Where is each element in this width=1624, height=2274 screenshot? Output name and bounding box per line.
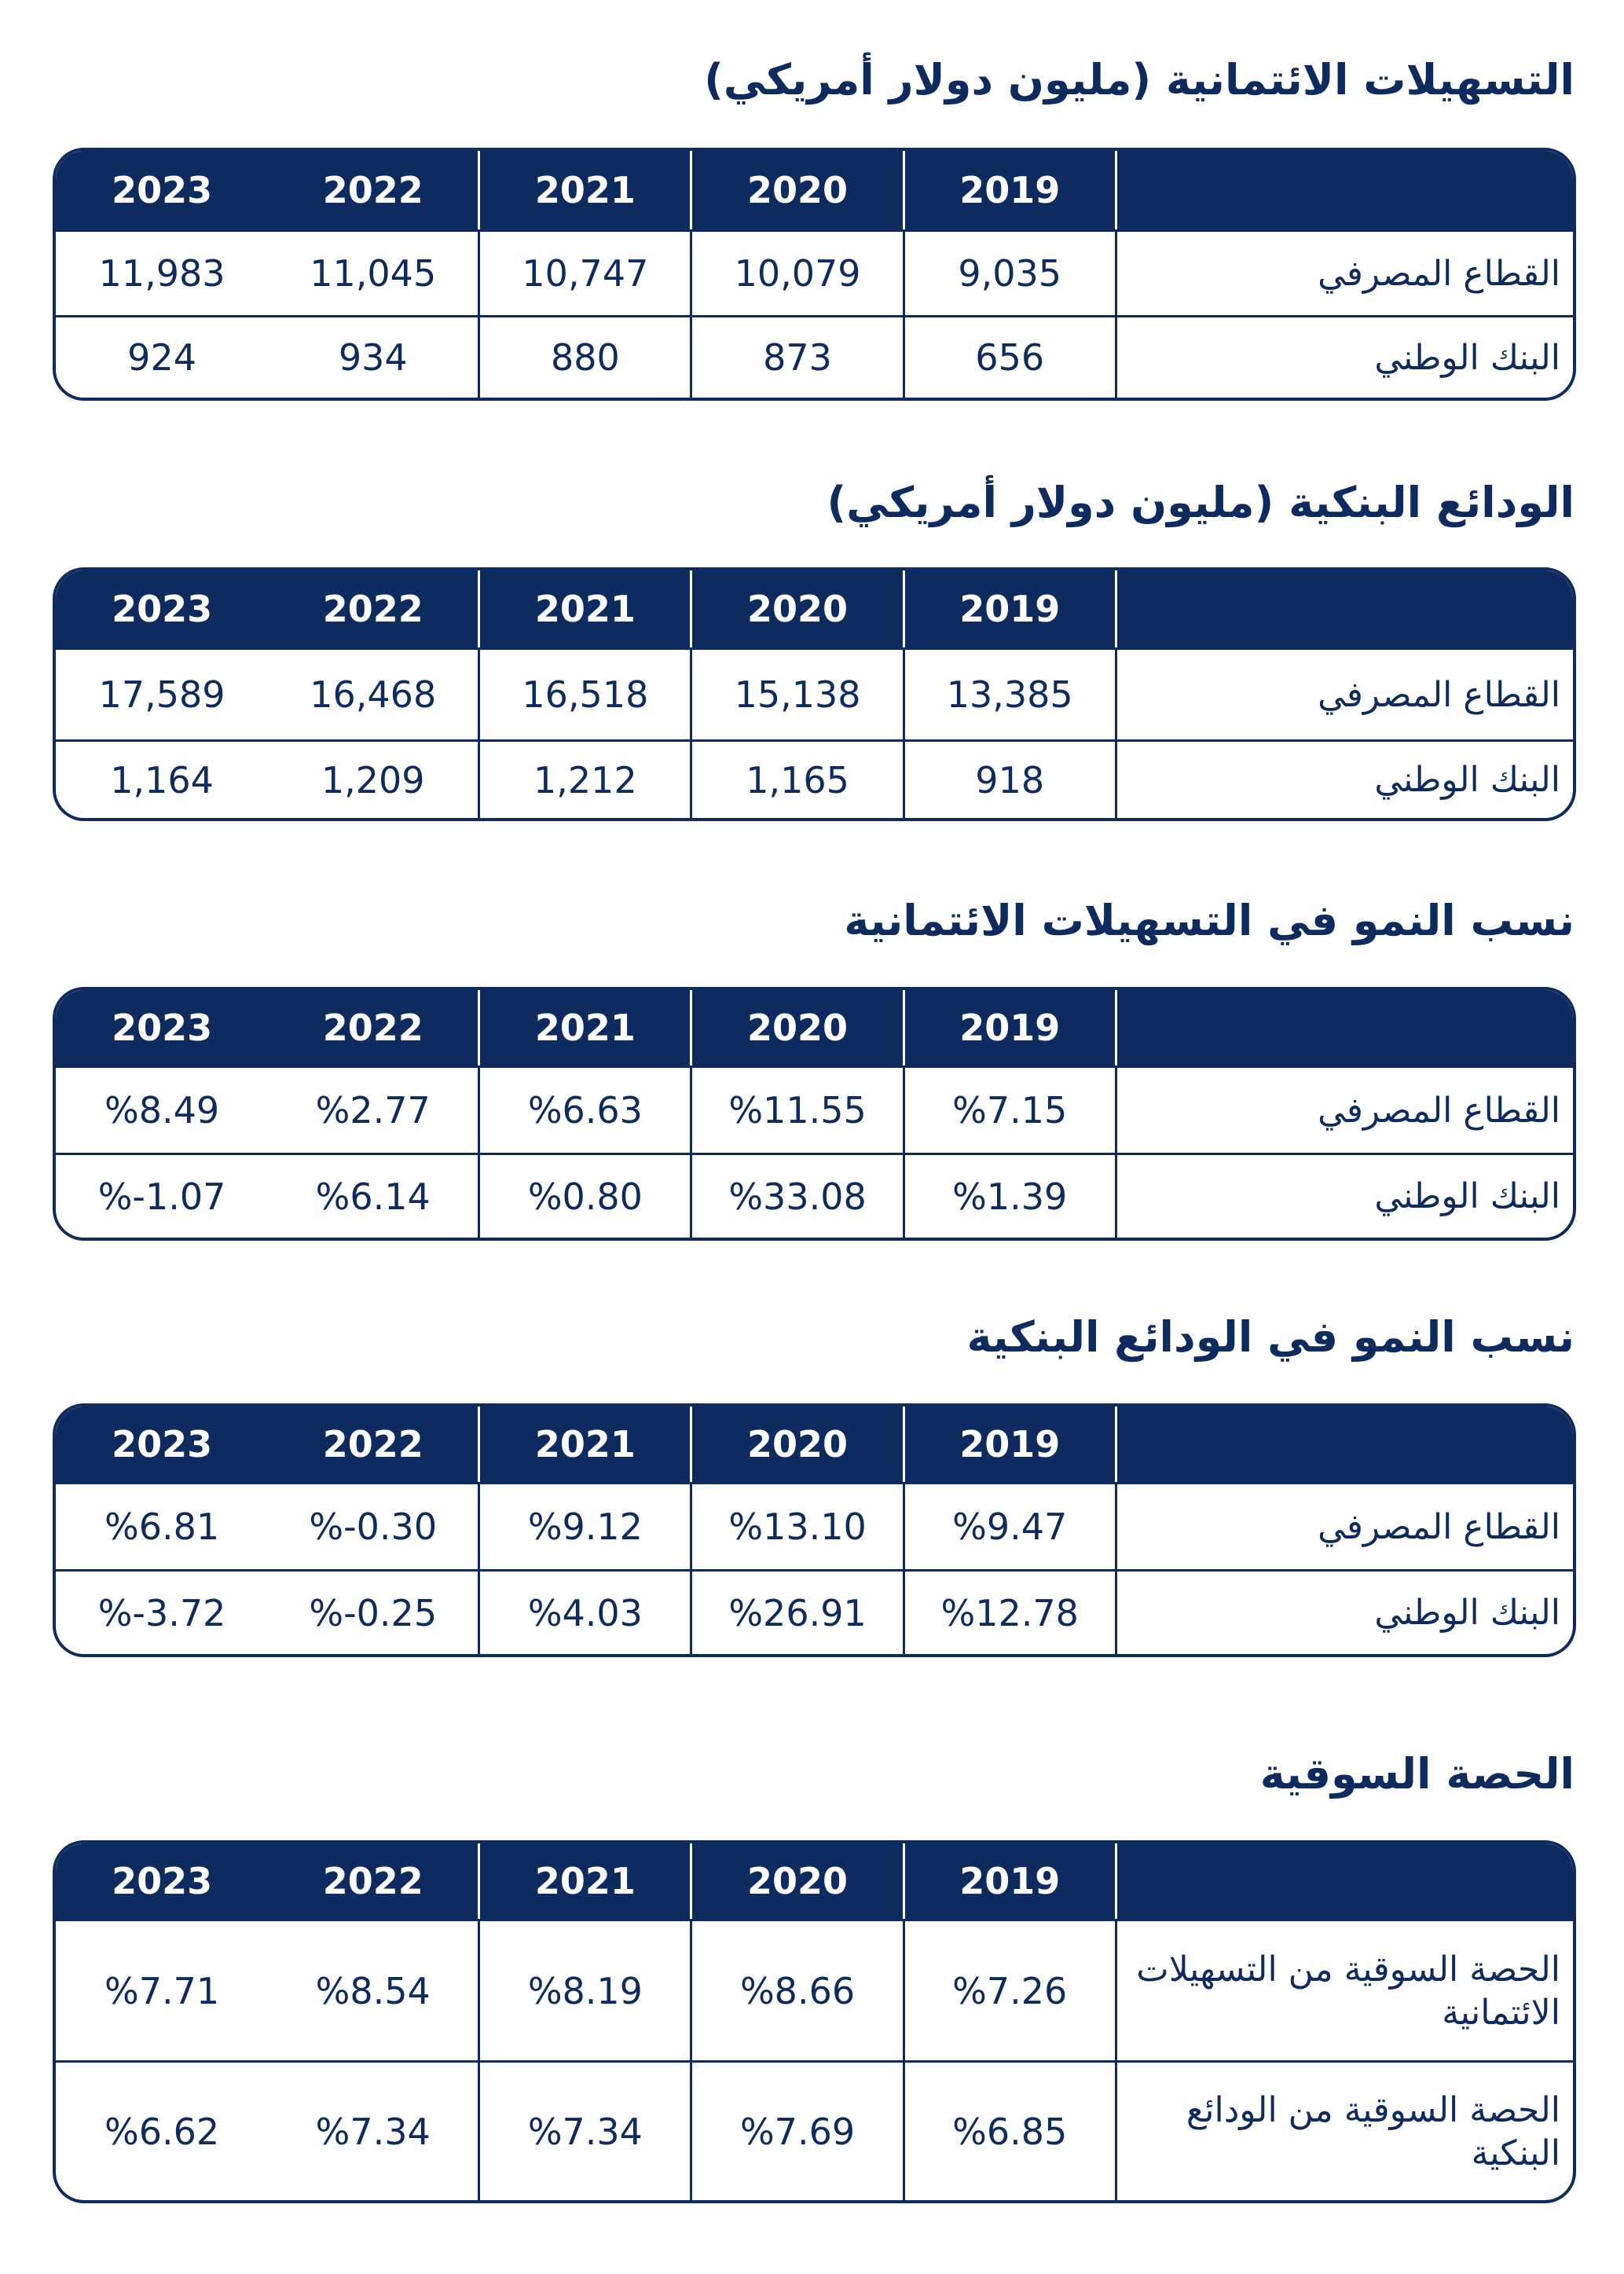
header-year-2022: 2022 (268, 151, 480, 229)
row-label: القطاع المصرفي (1318, 1506, 1560, 1547)
value-cell: 17,589 (98, 673, 225, 716)
value-cell: %7.34 (268, 2063, 480, 2200)
value-cell: %8.19 (480, 1921, 692, 2060)
table-deposit-growth (53, 1403, 1576, 1657)
row-label: الحصة السوقية من التسهيلات الائتمانية (1136, 1949, 1560, 2033)
table-header-row (56, 1843, 1573, 1919)
value-cell: %6.63 (480, 1068, 692, 1153)
value-cell: 918 (905, 742, 1117, 818)
table-market-share (53, 1840, 1576, 2203)
row-label: البنك الوطني (1374, 760, 1560, 800)
section-title-market-share: الحصة السوقية (1259, 1749, 1575, 1799)
value-cell: 656 (905, 317, 1117, 398)
value-cell: 15,138 (692, 650, 904, 739)
value-cell: %6.14 (268, 1155, 480, 1238)
value-cell: 873 (692, 317, 904, 398)
value-cell: 1,212 (480, 742, 692, 818)
value-cell: 880 (480, 317, 692, 398)
table-row (56, 1569, 1573, 1654)
value-cell: 10,079 (692, 232, 904, 315)
table-row (56, 2060, 1573, 2200)
table-credit-growth (53, 987, 1576, 1241)
value-cell: %33.08 (692, 1155, 904, 1238)
table-credit-facilities (53, 148, 1576, 401)
value-cell: %6.62 (104, 2110, 220, 2153)
header-year-2021: 2021 (480, 990, 692, 1065)
row-label: البنك الوطني (1374, 1593, 1560, 1633)
value-cell: 10,747 (480, 232, 692, 315)
table-row (56, 739, 1573, 818)
header-empty-cell (1117, 151, 1573, 229)
value-cell: %7.71 (104, 1969, 220, 2012)
table-row (56, 1153, 1573, 1238)
value-cell: 16,468 (268, 650, 480, 739)
value-cell: %12.78 (905, 1572, 1117, 1654)
value-cell: %-0.25 (268, 1572, 480, 1654)
value-cell: %2.77 (268, 1068, 480, 1153)
header-year-2019: 2019 (905, 1407, 1117, 1482)
value-cell: 13,385 (905, 650, 1117, 739)
header-year-2020: 2020 (692, 990, 904, 1065)
value-cell: %-0.30 (268, 1484, 480, 1569)
value-cell: 11,983 (98, 252, 225, 295)
header-empty-cell (1117, 1843, 1573, 1919)
header-empty-cell (1117, 990, 1573, 1065)
row-label: الحصة السوقية من الودائع البنكية (1186, 2089, 1560, 2173)
value-cell: %-1.07 (97, 1175, 226, 1218)
value-cell: 1,209 (268, 742, 480, 818)
section-title-credit-growth: نسب النمو في التسهيلات الائتمانية (844, 896, 1575, 945)
row-label: القطاع المصرفي (1318, 674, 1560, 715)
value-cell: %13.10 (692, 1484, 904, 1569)
header-year-2022: 2022 (268, 570, 480, 647)
value-cell: %26.91 (692, 1572, 904, 1654)
value-cell: 9,035 (905, 232, 1117, 315)
header-year-2023: 2023 (112, 1423, 213, 1465)
value-cell: 11,045 (268, 232, 480, 315)
section-title-bank-deposits: الودائع البنكية (مليون دولار أمريكي) (827, 478, 1575, 527)
table-header-row (56, 151, 1573, 229)
value-cell: 934 (268, 317, 480, 398)
header-year-2023: 2023 (112, 1007, 213, 1049)
value-cell: %7.34 (480, 2063, 692, 2200)
table-header-row (56, 570, 1573, 647)
table-bank-deposits (53, 567, 1576, 821)
value-cell: 1,165 (692, 742, 904, 818)
header-year-2021: 2021 (480, 570, 692, 647)
table-row (56, 229, 1573, 315)
value-cell: %7.15 (905, 1068, 1117, 1153)
header-year-2019: 2019 (905, 570, 1117, 647)
value-cell: %8.54 (268, 1921, 480, 2060)
header-year-2021: 2021 (480, 1407, 692, 1482)
header-year-2022: 2022 (268, 1843, 480, 1919)
row-label: البنك الوطني (1374, 337, 1560, 378)
value-cell: %1.39 (905, 1155, 1117, 1238)
header-year-2020: 2020 (692, 151, 904, 229)
value-cell: %8.49 (104, 1089, 220, 1131)
value-cell: %-3.72 (97, 1591, 226, 1634)
header-empty-cell (1117, 1407, 1573, 1482)
row-label: البنك الوطني (1374, 1176, 1560, 1216)
value-cell: %4.03 (480, 1572, 692, 1654)
section-title-credit-facilities: التسهيلات الائتمانية (مليون دولار أمريكي) (704, 55, 1575, 105)
value-cell: %6.81 (104, 1506, 220, 1548)
table-row (56, 315, 1573, 398)
header-empty-cell (1117, 570, 1573, 647)
value-cell: %7.26 (905, 1921, 1117, 2060)
header-year-2021: 2021 (480, 1843, 692, 1919)
section-title-deposit-growth: نسب النمو في الودائع البنكية (966, 1312, 1575, 1362)
table-header-row (56, 990, 1573, 1065)
table-row (56, 1482, 1573, 1569)
header-year-2020: 2020 (692, 1843, 904, 1919)
header-year-2023: 2023 (112, 1860, 213, 1902)
value-cell: %6.85 (905, 2063, 1117, 2200)
header-year-2021: 2021 (480, 151, 692, 229)
value-cell: 1,164 (110, 758, 214, 801)
value-cell: %9.12 (480, 1484, 692, 1569)
value-cell: %7.69 (692, 2063, 904, 2200)
table-row (56, 647, 1573, 739)
header-year-2019: 2019 (905, 1843, 1117, 1919)
header-year-2023: 2023 (112, 169, 213, 211)
table-row (56, 1065, 1573, 1153)
header-year-2020: 2020 (692, 570, 904, 647)
table-header-row (56, 1407, 1573, 1482)
value-cell: 924 (127, 336, 196, 379)
value-cell: 16,518 (480, 650, 692, 739)
value-cell: %11.55 (692, 1068, 904, 1153)
value-cell: %9.47 (905, 1484, 1117, 1569)
row-label: القطاع المصرفي (1318, 1090, 1560, 1131)
value-cell: %8.66 (692, 1921, 904, 2060)
row-label: القطاع المصرفي (1318, 253, 1560, 294)
header-year-2022: 2022 (268, 990, 480, 1065)
table-row (56, 1919, 1573, 2060)
header-year-2019: 2019 (905, 151, 1117, 229)
header-year-2019: 2019 (905, 990, 1117, 1065)
header-year-2022: 2022 (268, 1407, 480, 1482)
header-year-2020: 2020 (692, 1407, 904, 1482)
value-cell: %0.80 (480, 1155, 692, 1238)
header-year-2023: 2023 (112, 588, 213, 630)
